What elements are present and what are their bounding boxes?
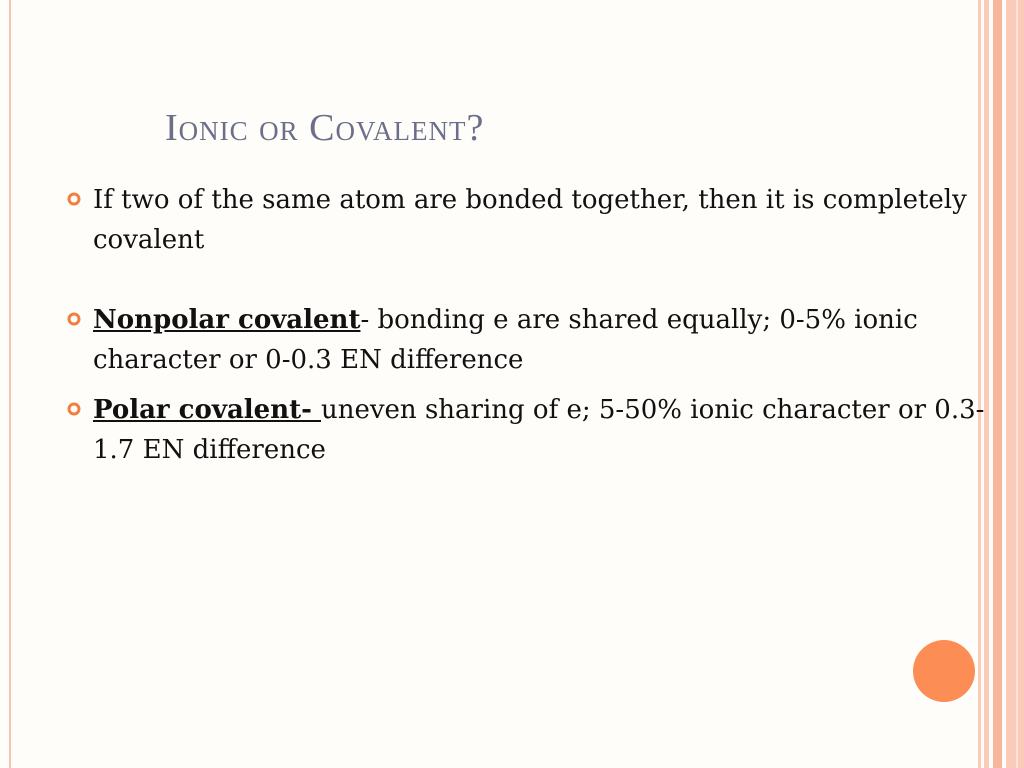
right-decor-stripe	[993, 0, 1002, 768]
bullet-item	[66, 180, 986, 260]
right-decor-stripe	[1016, 0, 1018, 768]
bullet-list	[66, 180, 986, 470]
ring-bullet-icon	[66, 401, 82, 417]
bullet-text: If two of the same atom are bonded together, then it is completely covalent	[93, 185, 967, 255]
bullet-term: Polar covalent-	[93, 395, 321, 425]
bullet-term: Nonpolar covalent	[93, 305, 361, 335]
ring-bullet-icon	[66, 191, 82, 207]
right-decor-stripe	[1006, 0, 1024, 768]
decorative-orange-circle	[913, 640, 975, 702]
bullet-text: - bonding e are shared equally; 0-5% ionic character or 0-0.3 EN difference	[93, 305, 918, 375]
left-border-line	[9, 0, 11, 768]
slide-title: Ionic or Covalent?	[165, 107, 485, 149]
bullet-text: uneven sharing of e; 5-50% ionic character or 0.3-1.7 EN difference	[93, 395, 985, 465]
bullet-item	[66, 300, 986, 380]
bullet-item	[66, 390, 986, 470]
ring-bullet-icon	[66, 311, 82, 327]
